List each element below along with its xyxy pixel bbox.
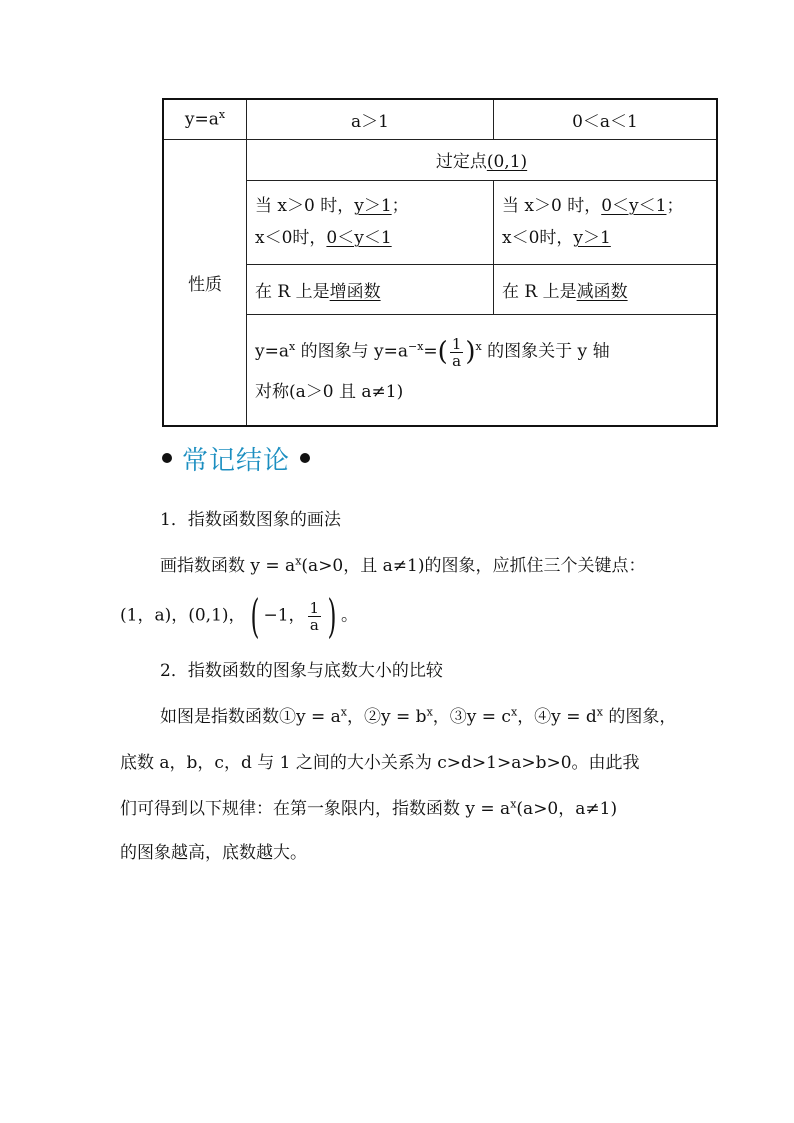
header-col1: a＞1 [247, 99, 494, 139]
fixed-point: 过定点(0,1) [247, 139, 718, 180]
fraction-one-over-a: $\frac{1}{a}$ [309, 598, 320, 634]
item2-text-line4: 的图象越高，底数越大。 [120, 843, 307, 863]
col1-values: 当 x＞0 时，y＞1； x＜0时，0＜y＜1 [247, 180, 494, 264]
fraction-one-over-a: $\frac{1}{a}$ [451, 334, 462, 370]
section-heading: 常记结论 [162, 432, 332, 484]
header-func: $y=a^x$ [163, 99, 247, 139]
col2-values: 当 x＞0 时，0＜y＜1； x＜0时，y＞1 [494, 180, 718, 264]
bullet-dot-icon [162, 453, 172, 463]
row-label: 性质 [163, 139, 247, 426]
item2-text-line3: 们可得到以下规律：在第一象限内，指数函数 $y = a^x(a>0$，a≠1) [120, 797, 618, 819]
symmetry-note: $y=a^x$ 的图象与 $y=a^{-x}=$( $\frac{1}{a}$ )$^x$ 的图象关于 y 轴 对称(a＞0 且 a≠1) [247, 314, 718, 426]
col1-monotonic: 在 R 上是增函数 [247, 264, 494, 314]
bullet-dot-icon [300, 453, 310, 463]
item2-text-line1: 如图是指数函数①y = $a^x$，②y = $b^x$，③y = $c^x$，④y = $d^x$ 的图象， [160, 705, 677, 727]
item1-text: 画指数函数 $y = a^x(a>0$，且 a≠1)的图象，应抓住三个关键点： [160, 554, 646, 576]
item2-text-line2: 底数 a，b，c，d 与 1 之间的大小关系为 c>d>1>a>b>0。由此我 [120, 753, 640, 773]
col2-monotonic: 在 R 上是减函数 [494, 264, 718, 314]
key-points: (1，a)，(0,1)，( −1， $\frac{1}{a}$ ) 。 [120, 589, 359, 643]
item1-title: 1．指数函数图象的画法 [160, 510, 341, 530]
properties-table [162, 98, 718, 427]
item2-title: 2．指数函数的图象与底数大小的比较 [160, 661, 443, 681]
header-col2: 0＜a＜1 [494, 99, 718, 139]
